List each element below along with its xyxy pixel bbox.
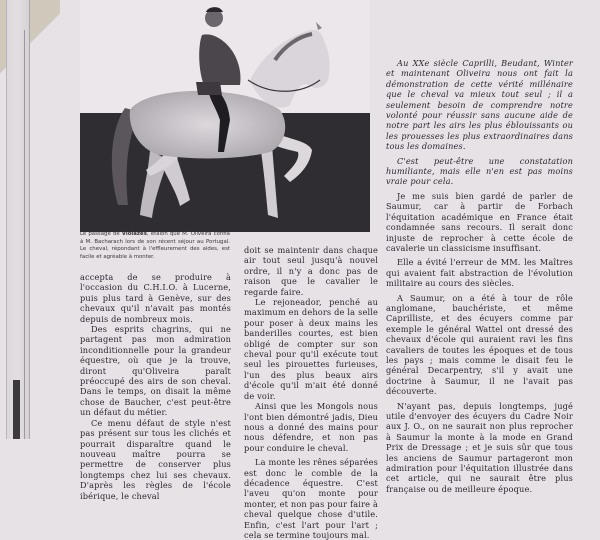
right-italic-paragraph: Au XXe siècle Caprilli, Beudant, Winter et maintenant Oliveira nous ont fait la démonstration de cette vérité millénaire que le cheval va mieux tout seul ; il a seulement besoin de comprendre notre volonté pour réussir sans aucune aide de notre part les airs les plus éblouissants ou les prouesses les plus extraordinaires dans tous les domaines.	[386, 58, 573, 152]
middle-paragraph: Ainsi que les Mongols nous l'ont bien démontré jadis, Dieu nous a donné des mains pour nous défendre, et non pas pour conduire le cheval.	[244, 401, 378, 453]
caption-horse-name: Violazes	[121, 231, 147, 237]
horse-body	[130, 91, 285, 159]
middle-column	[244, 245, 378, 540]
middle-paragraph: La monte les rênes séparées est donc le comble de la décadence équestre. C'est l'aveu qu'on monte pour monter, et non pas pour faire à cheval quelque chose d'utile. Enfin, c'est l'art pour l'art ; cela se termine toujours mal.	[244, 457, 378, 540]
saddle	[196, 82, 222, 95]
caption-rest: , étalon que M. Oliveira confia à M. Bacharach lors de son récent séjour au Portugal. Le cheval, répondant à l'effleurement des aides, est facile et agréable à monter.	[80, 231, 230, 260]
left-column	[80, 272, 231, 501]
horse-rider-illustration	[80, 0, 370, 232]
left-paragraph: Ce menu défaut de style n'est pas présent sur tous les clichés et pourrait disparaître quand le nouveau maître pourra se permettre de conserver plus longtemps chez lui ses chevaux. D'après les règles de l'école ibérique, le cheval	[80, 417, 231, 501]
right-paragraph: N'ayant pas, depuis longtemps, jugé utile d'envoyer des écuyers du Cadre Noir aux J. O., on ne saurait non plus reprocher à Saumur la monte à la mode en Grand Prix de Dressage ; et je suis sûr que tous les anciens de Saumur partageront mon admiration pour l'équitation illustrée dans cet article, qui ne saurait être plus française ou de meilleure époque.	[386, 400, 573, 494]
left-paragraph: accepta de se produire à l'occasion du C.H.I.O. à Lucerne, puis plus tard à Genève, sur des chevaux qu'il n'avait pas montés depuis de nombreux mois.	[80, 272, 231, 324]
book-binding-edge	[6, 0, 30, 439]
middle-paragraph: doit se maintenir dans chaque air tout seul jusqu'à nouvel ordre, il n'y a donc pas de raison que le cavalier le regarde faire.	[244, 245, 378, 297]
middle-paragraph: Le rejoneador, penché au maximum en dehors de la selle pour poser à deux mains les banderilles courtes, est bien obligé de compter sur son cheval pour qu'il exécute tout seul les pirouettes furieuses, l'un des plus beaux airs d'école qu'il m'ait été donné de voir.	[244, 297, 378, 401]
right-paragraph: Je me suis bien gardé de parler de Saumur, car à partir de Forbach l'équitation académique en France était condamnée sans recours. Il serait donc injuste de reprocher à cette école de cavalerie un classicisme insuffisant.	[386, 190, 573, 253]
horse-photo	[80, 0, 370, 232]
photo-caption	[80, 231, 230, 261]
caption-lead: Le passage de	[80, 231, 122, 237]
binding-line	[24, 30, 25, 439]
left-paragraph: Des esprits chagrins, qui ne partagent pas mon admiration inconditionnelle pour la grandeur équestre, où que je la trouve, diront qu'Oliveira paraît préoccupé des airs de son cheval. Dans le temps, on disait la même chose de Baucher, c'est peut-être un défaut du métier.	[80, 324, 231, 418]
right-italic-paragraph: C'est peut-être une constatation humiliante, mais elle n'en est pas moins vraie pour cela.	[386, 155, 573, 187]
right-paragraph: Elle a évité l'erreur de MM. les Maîtres qui avaient fait abstraction de l'évolution militaire au cours des siècles.	[386, 257, 573, 289]
right-paragraph: A Saumur, on a été à tour de rôle anglomane, bauchériste, et même Caprilliste, et des écuyers comme par exemple le général Wattel ont dressé des chevaux d'école qui auraient ravi les fins cavaliers de toutes les époques et de tous les pays ; mais comme le disait feu le général Decarpentry, s'il y avait une doctrine à Saumur, il ne l'avait pas découverte.	[386, 292, 573, 397]
adjacent-page-photo-edge	[13, 380, 20, 439]
right-column	[386, 58, 573, 498]
